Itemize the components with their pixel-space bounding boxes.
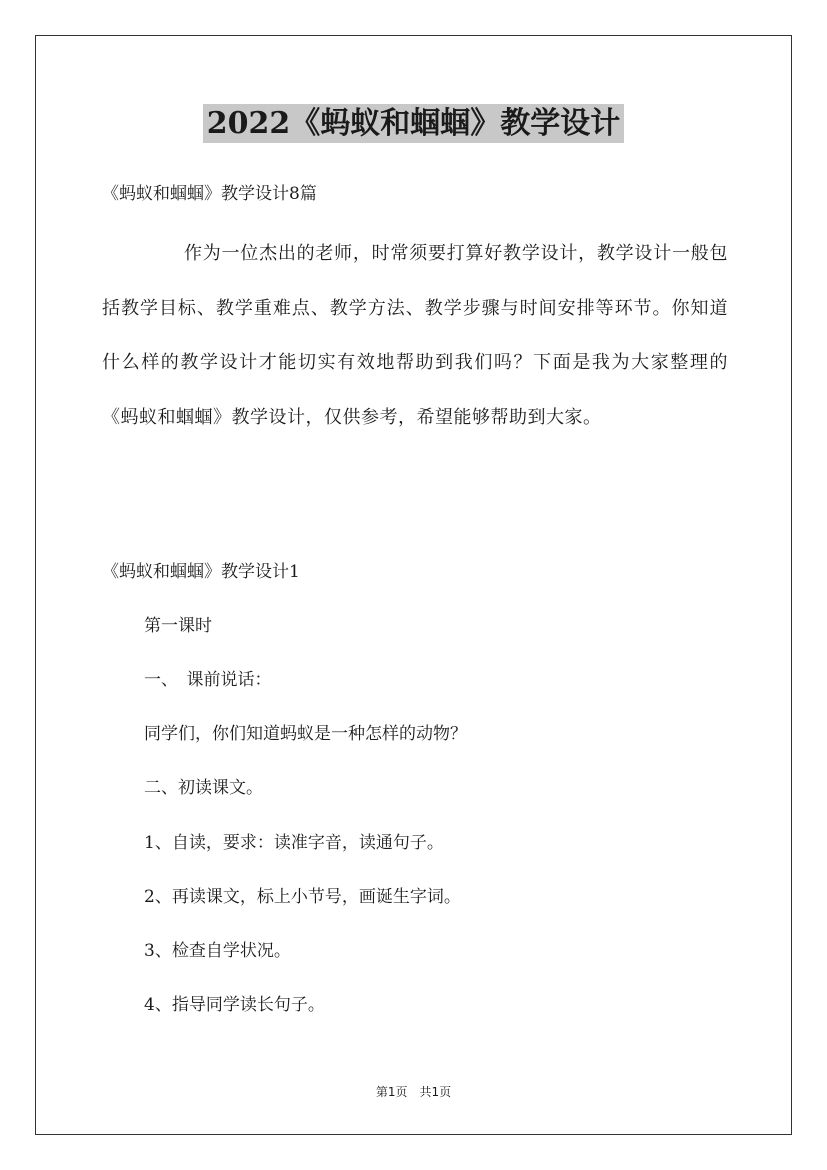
step-heading-2: 二、初读课文。 bbox=[144, 778, 263, 798]
document-title bbox=[0, 98, 827, 150]
document-subtitle: 《蚂蚁和蝈蝈》教学设计8篇 bbox=[102, 184, 317, 204]
lesson-period: 第一课时 bbox=[144, 616, 212, 636]
content-line: 4、指导同学读长句子。 bbox=[144, 995, 325, 1015]
content-line: 2、再读课文，标上小节号，画诞生字词。 bbox=[144, 887, 461, 907]
document-title-text: 2022《蚂蚁和蝈蝈》教学设计 bbox=[203, 104, 625, 143]
content-line: 3、检查自学状况。 bbox=[144, 941, 291, 961]
section-heading: 《蚂蚁和蝈蝈》教学设计1 bbox=[102, 562, 300, 582]
content-line: 同学们，你们知道蚂蚁是一种怎样的动物？ bbox=[144, 724, 467, 744]
page-footer: 第1页 共1页 bbox=[375, 1085, 452, 1099]
content-line: 1、自读，要求：读准字音，读通句子。 bbox=[144, 833, 444, 853]
step-heading-1: 一、 课前说话： bbox=[144, 670, 272, 690]
intro-paragraph: 作为一位杰出的老师，时常须要打算好教学设计，教学设计一般包括教学目标、教学重难点、教学方法、教学步骤与时间安排等环节。你知道什么样的教学设计才能切实有效地帮助到我们吗？下面是我为大家整理的《蚂蚁和蝈蝈》教学设计，仅供参考，希望能够帮助到大家。 bbox=[102, 243, 728, 428]
